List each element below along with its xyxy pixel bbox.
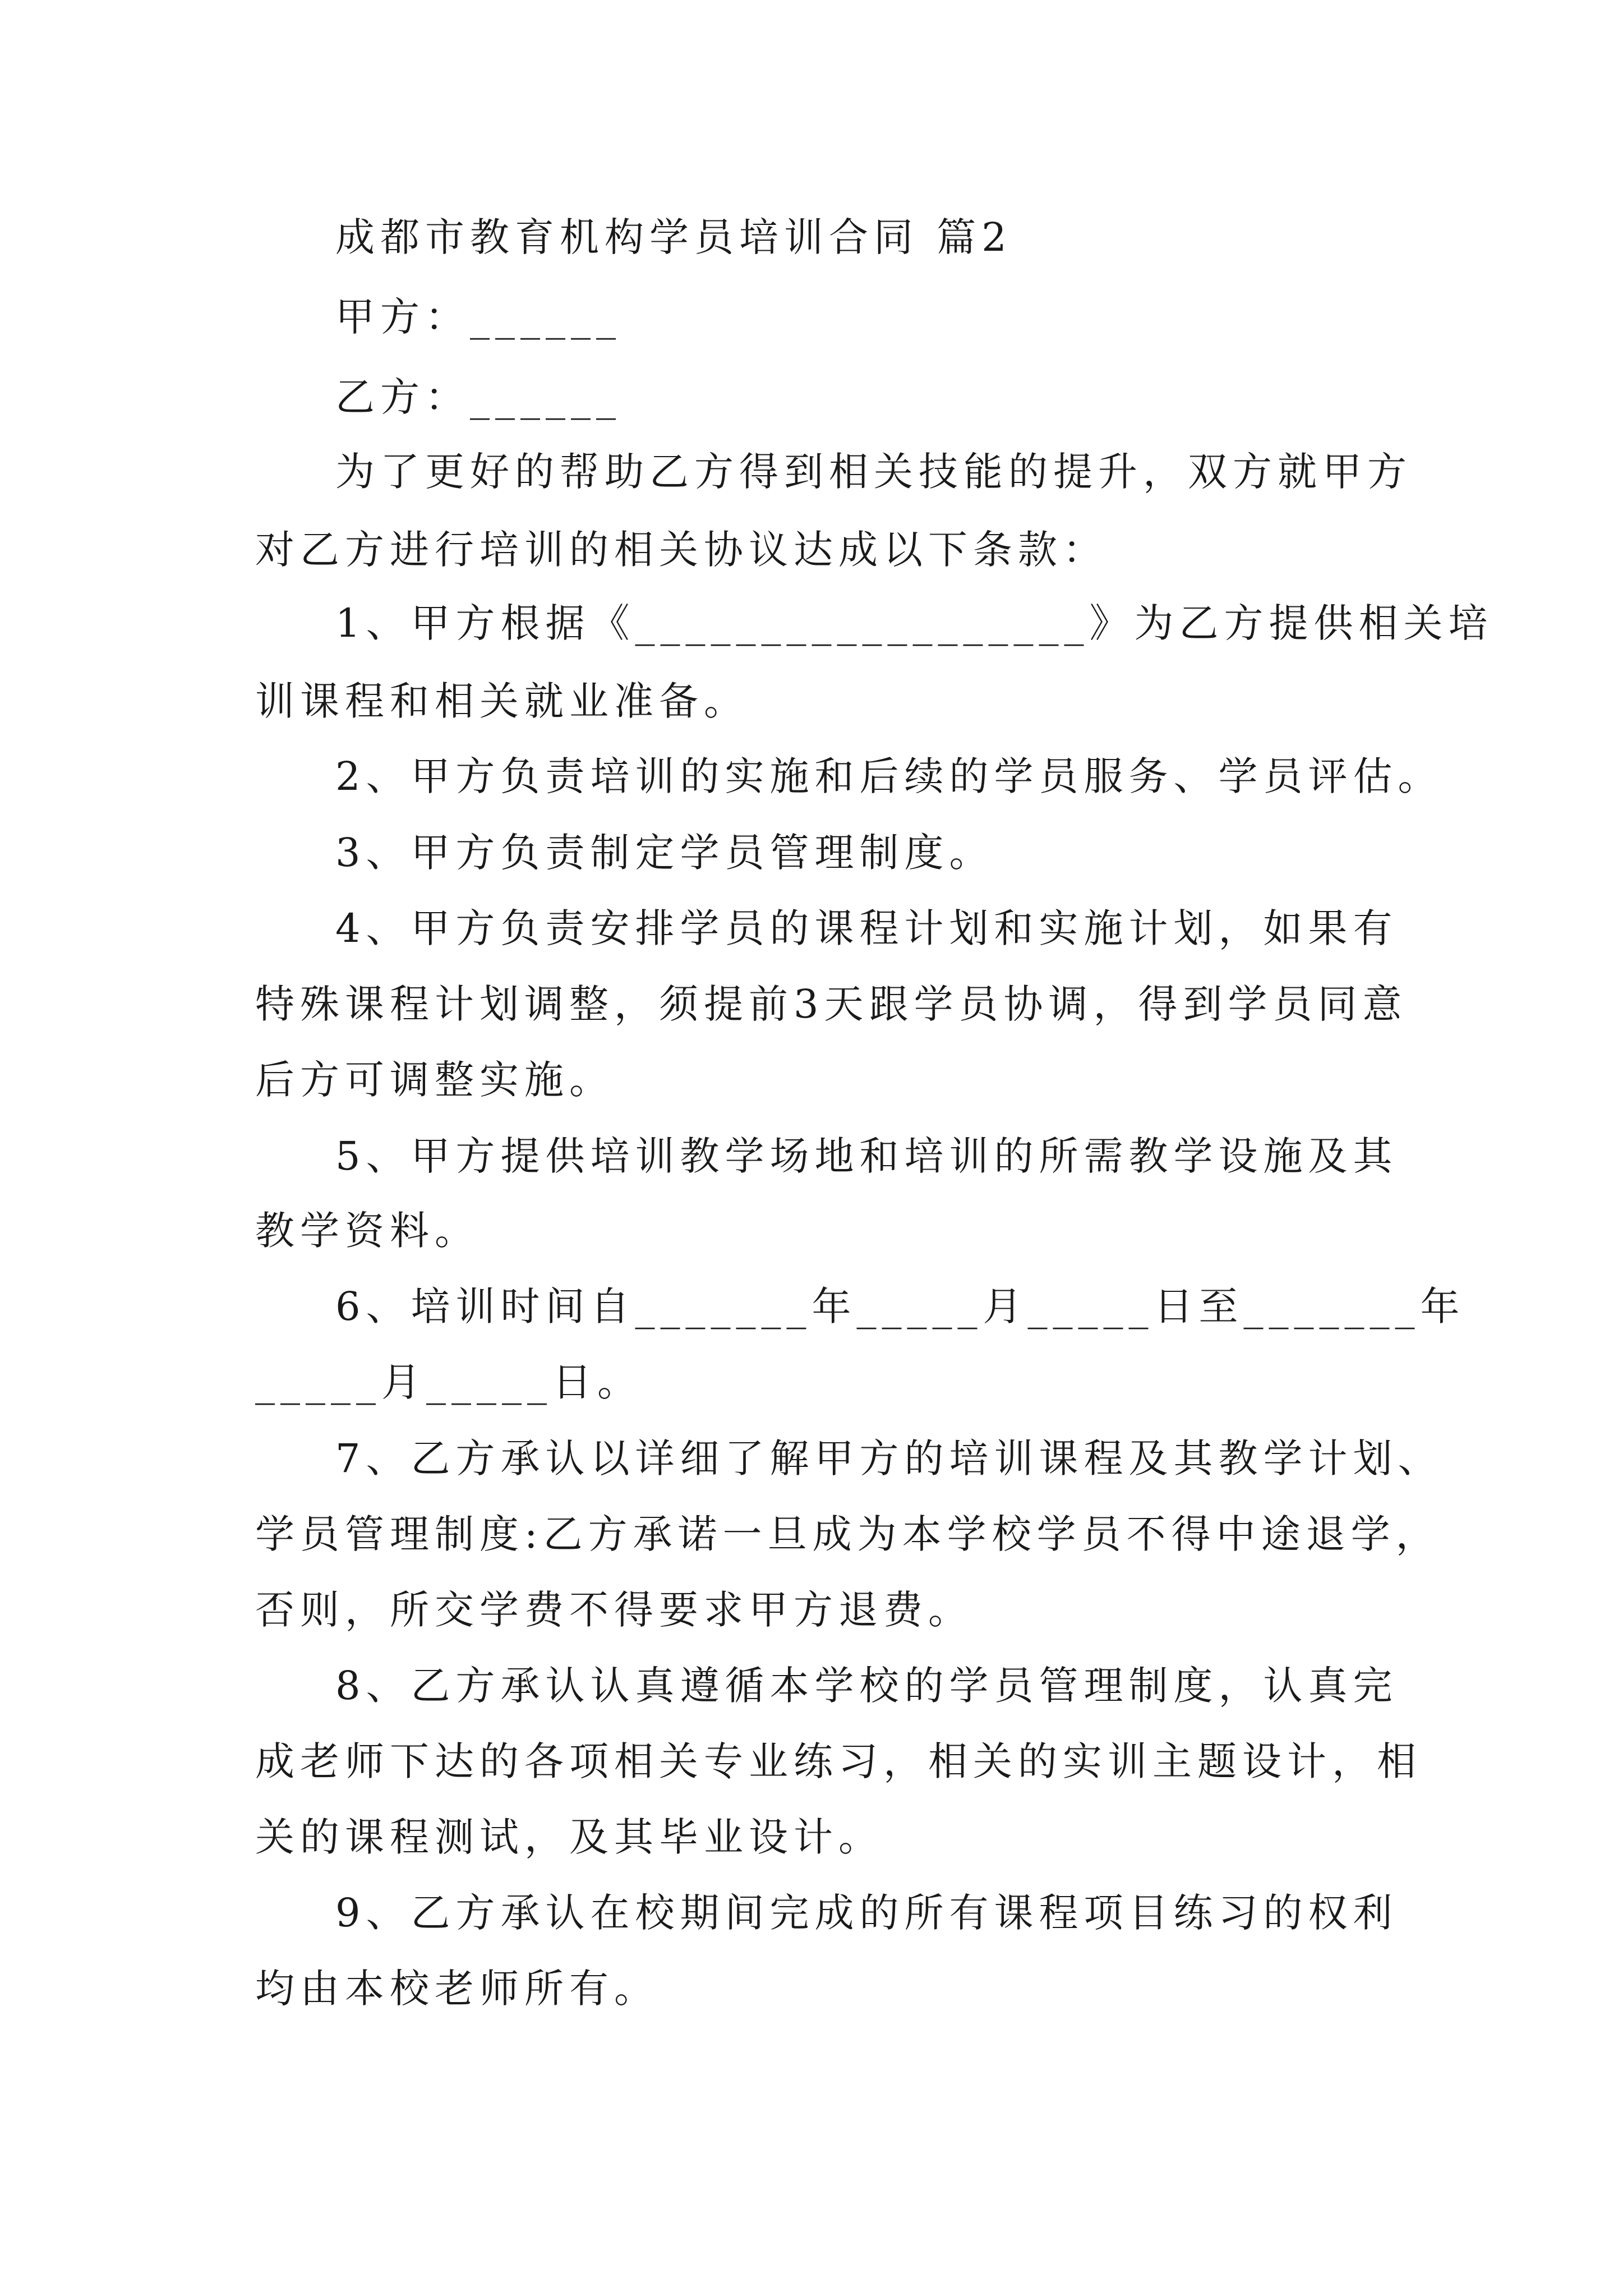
clause-2-line-1: 2、甲方负责培训的实施和后续的学员服务、学员评估。: [335, 753, 1443, 799]
clause-1-line-1: 1、甲方根据《__________________》为乙方提供相关培: [335, 600, 1493, 646]
party-b-line: 乙方：______: [335, 374, 621, 420]
preamble-line-2: 对乙方进行培训的相关协议达成以下条款：: [255, 527, 1108, 573]
clause-5-line-1: 5、甲方提供培训教学场地和培训的所需教学设施及其: [335, 1133, 1398, 1179]
clause-8-line-3: 关的课程测试，及其毕业设计。: [255, 1814, 883, 1860]
clause-4-line-1: 4、甲方负责安排学员的课程计划和实施计划，如果有: [335, 905, 1398, 951]
clause-5-line-2: 教学资料。: [255, 1208, 479, 1254]
clause-4-line-2: 特殊课程计划调整，须提前3天跟学员协调，得到学员同意: [255, 981, 1408, 1027]
clause-6-line-2: _____月_____日。: [255, 1359, 642, 1405]
clause-9-line-2: 均由本校老师所有。: [255, 1966, 659, 2012]
clause-9-line-1: 9、乙方承认在校期间完成的所有课程项目练习的权利: [335, 1890, 1398, 1936]
clause-4-line-3: 后方可调整实施。: [255, 1057, 614, 1103]
clause-7-line-3: 否则，所交学费不得要求甲方退费。: [255, 1587, 973, 1633]
clause-1-line-2: 训课程和相关就业准备。: [255, 678, 749, 724]
party-a-line: 甲方：______: [335, 294, 621, 340]
clause-7-line-2: 学员管理制度:乙方承诺一旦成为本学校学员不得中途退学，: [255, 1511, 1441, 1557]
clause-7-line-1: 7、乙方承认以详细了解甲方的培训课程及其教学计划、: [335, 1435, 1443, 1481]
preamble-line-1: 为了更好的帮助乙方得到相关技能的提升，双方就甲方: [335, 449, 1412, 495]
document-title: 成都市教育机构学员培训合同 篇2: [335, 214, 1012, 260]
clause-3-line-1: 3、甲方负责制定学员管理制度。: [335, 830, 994, 876]
clause-8-line-2: 成老师下达的各项相关专业练习，相关的实训主题设计，相: [255, 1738, 1422, 1784]
clause-6-line-1: 6、培训时间自_______年_____月_____日至_______年: [335, 1283, 1465, 1329]
clause-8-line-1: 8、乙方承认认真遵循本学校的学员管理制度，认真完: [335, 1663, 1398, 1709]
